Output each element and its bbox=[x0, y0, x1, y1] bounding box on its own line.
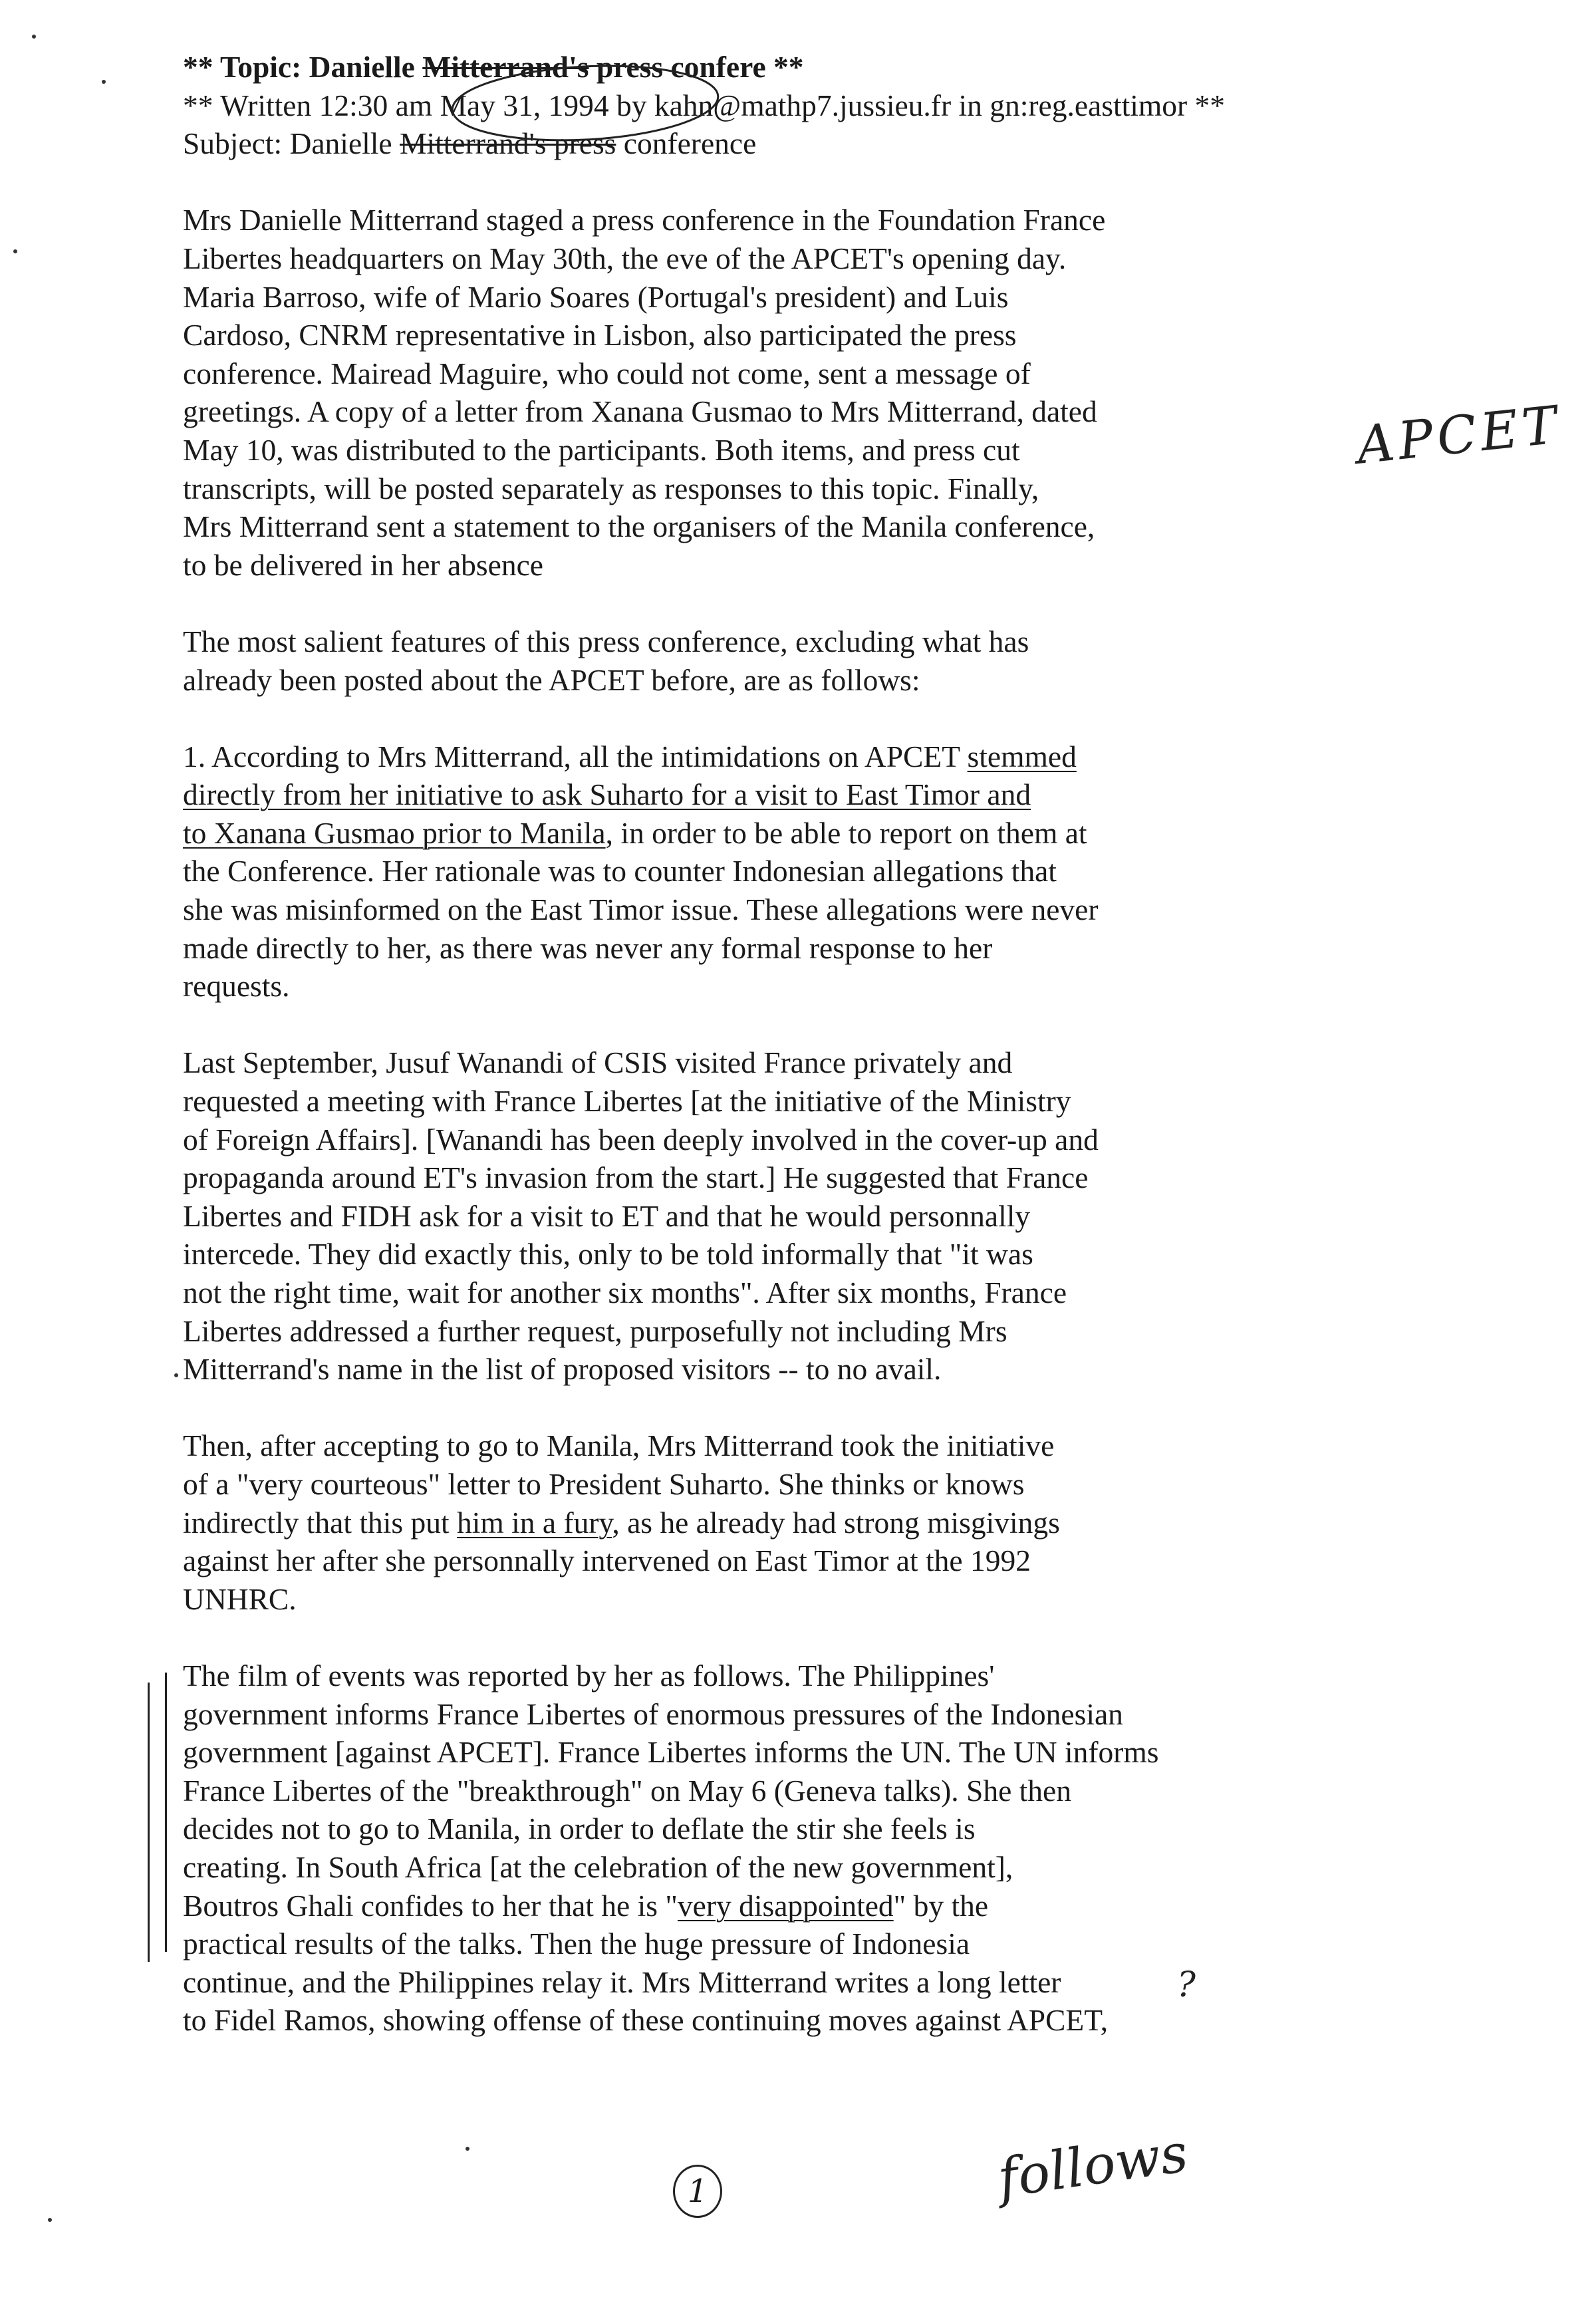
text-line: May 10, was distributed to the participants. Both items, and press cut bbox=[183, 432, 1020, 467]
text-line: Cardoso, CNRM representative in Lisbon, also participated the press bbox=[183, 318, 1017, 352]
text-span: Boutros Ghali confides to her that he is " bbox=[183, 1888, 678, 1923]
underlined-text: stemmed bbox=[967, 739, 1077, 773]
stray-mark bbox=[466, 2147, 469, 2151]
text-line bbox=[183, 1504, 1433, 1542]
text-line: already been posted about the APCET before, are as follows: bbox=[183, 662, 920, 697]
underlined-text: very disappointed bbox=[677, 1888, 894, 1923]
text-line: Mitterrand's name in the list of proposed visitors -- to no avail. bbox=[183, 1352, 942, 1387]
stray-mark bbox=[102, 80, 106, 84]
subject-name: Mitterrand's press bbox=[400, 126, 616, 161]
text-line: decides not to go to Manila, in order to deflate the stir she feels is bbox=[183, 1812, 976, 1846]
subject-line bbox=[183, 124, 1433, 163]
text-line: government informs France Libertes of enormous pressures of the Indonesian bbox=[183, 1697, 1123, 1731]
text-line: to be delivered in her absence bbox=[183, 547, 543, 582]
written-suffix: by kahn@mathp7.jussieu.fr in gn:reg.easttimor ** bbox=[608, 88, 1226, 122]
text-line: the Conference. Her rationale was to counter Indonesian allegations that bbox=[183, 854, 1057, 888]
text-line bbox=[183, 775, 1433, 814]
text-line: The film of events was reported by her as follows. The Philippines' bbox=[183, 1658, 995, 1693]
underlined-text: directly from her initiative to ask Suharto for a visit to East Timor and bbox=[183, 777, 1031, 812]
paragraph-manila bbox=[183, 1426, 1433, 1618]
text-line: to Fidel Ramos, showing offense of these continuing moves against APCET, bbox=[183, 2003, 1108, 2038]
text-line: made directly to her, as there was never any formal response to her bbox=[183, 930, 993, 965]
margin-handwritten-note: APCET bbox=[1354, 395, 1564, 476]
subject-suffix: conference bbox=[616, 126, 757, 161]
text-line: Last September, Jusuf Wanandi of CSIS visited France privately and bbox=[183, 1045, 1013, 1080]
text-line: not the right time, wait for another six months". After six months, France bbox=[183, 1276, 1067, 1309]
written-prefix: ** Written 12:30 am bbox=[183, 88, 440, 122]
text-span: " by the bbox=[893, 1888, 989, 1923]
stray-mark bbox=[32, 35, 36, 39]
text-line: Mrs Danielle Mitterrand staged a press conference in the Foundation France bbox=[183, 203, 1106, 237]
text-line: Libertes addressed a further request, purposefully not including Mrs bbox=[183, 1313, 1007, 1348]
topic-line bbox=[183, 48, 1433, 86]
text-line: propaganda around ET's invasion from the start.] He suggested that France bbox=[183, 1160, 1089, 1195]
stray-mark bbox=[48, 2218, 52, 2222]
text-line: Libertes headquarters on May 30th, the eve of the APCET's opening day. bbox=[183, 241, 1067, 275]
text-line: Libertes and FIDH ask for a visit to ET and that he would personnally bbox=[183, 1198, 1031, 1233]
margin-bar-left bbox=[148, 1683, 150, 1962]
margin-bar-right bbox=[165, 1673, 167, 1952]
paragraph-events bbox=[183, 1657, 1433, 2040]
text-line: against her after she personnally intervened on East Timor at the 1992 bbox=[183, 1544, 1031, 1578]
text-line: Mrs Mitterrand sent a statement to the organisers of the Manila conference, bbox=[183, 509, 1095, 544]
text-span: 1. According to Mrs Mitterrand, all the intimidations on APCET bbox=[183, 739, 968, 773]
paragraph-point-1 bbox=[183, 738, 1433, 1006]
paragraph-wanandi bbox=[183, 1043, 1433, 1388]
text-line: of Foreign Affairs]. [Wanandi has been deeply involved in the cover-up and bbox=[183, 1122, 1099, 1156]
text-line bbox=[183, 814, 1433, 853]
margin-question-mark: ? bbox=[1177, 1965, 1196, 2005]
underlined-text: to Xanana Gusmao prior to Manila bbox=[183, 815, 606, 850]
paragraph-intro bbox=[183, 201, 1433, 584]
text-line: creating. In South Africa [at the celebration of the new government], bbox=[183, 1849, 1013, 1884]
paragraph-salient bbox=[183, 622, 1433, 699]
topic-name: Mitterrand's bbox=[422, 50, 589, 84]
text-line: of a "very courteous" letter to President Suharto. She thinks or knows bbox=[183, 1466, 1025, 1501]
text-line: government [against APCET]. France Libertes informs the UN. The UN informs bbox=[183, 1735, 1159, 1770]
topic-prefix: ** Topic: Danielle bbox=[183, 50, 423, 84]
text-line: The most salient features of this press conference, excluding what has bbox=[183, 624, 1029, 658]
text-line: Maria Barroso, wife of Mario Soares (Portugal's president) and Luis bbox=[183, 279, 1009, 314]
text-line bbox=[183, 1887, 1433, 1925]
document-text bbox=[183, 48, 1433, 2040]
text-line: continue, and the Philippines relay it. Mrs Mitterrand writes a long letter bbox=[183, 1965, 1061, 1999]
text-line: requested a meeting with France Libertes [at the initiative of the Ministry bbox=[183, 1084, 1071, 1119]
text-span: , as he already had strong misgivings bbox=[612, 1505, 1060, 1540]
text-line: transcripts, will be posted separately as responses to this topic. Finally, bbox=[183, 471, 1039, 505]
text-span: , in order to be able to report on them at bbox=[605, 815, 1087, 850]
text-line bbox=[183, 738, 1433, 776]
follows-handwritten-note: follows bbox=[994, 2121, 1192, 2210]
written-line bbox=[183, 86, 1433, 125]
text-line: she was misinformed on the East Timor issue. These allegations were never bbox=[183, 892, 1099, 927]
text-line: UNHRC. bbox=[183, 1581, 297, 1616]
text-line: practical results of the talks. Then the huge pressure of Indonesia bbox=[183, 1927, 970, 1961]
text-line: intercede. They did exactly this, only to be told informally that "it was bbox=[183, 1237, 1033, 1272]
text-line: conference. Mairead Maguire, who could not come, sent a message of bbox=[183, 356, 1031, 390]
text-line: greetings. A copy of a letter from Xanana Gusmao to Mrs Mitterrand, dated bbox=[183, 394, 1097, 429]
text-line: Then, after accepting to go to Manila, Mrs Mitterrand took the initiative bbox=[183, 1428, 1055, 1463]
page-number-circled: 1 bbox=[673, 2165, 722, 2218]
written-date: May 31, 1994 bbox=[440, 88, 609, 122]
stray-mark bbox=[13, 249, 17, 253]
stray-mark bbox=[174, 1373, 178, 1377]
topic-suffix: press confere ** bbox=[589, 50, 804, 84]
subject-prefix: Subject: Danielle bbox=[183, 126, 400, 161]
underlined-text: him in a fury bbox=[456, 1505, 612, 1540]
text-line: France Libertes of the "breakthrough" on May 6 (Geneva talks). She then bbox=[183, 1773, 1072, 1808]
text-span: indirectly that this put bbox=[183, 1505, 457, 1540]
text-line: requests. bbox=[183, 969, 290, 1004]
